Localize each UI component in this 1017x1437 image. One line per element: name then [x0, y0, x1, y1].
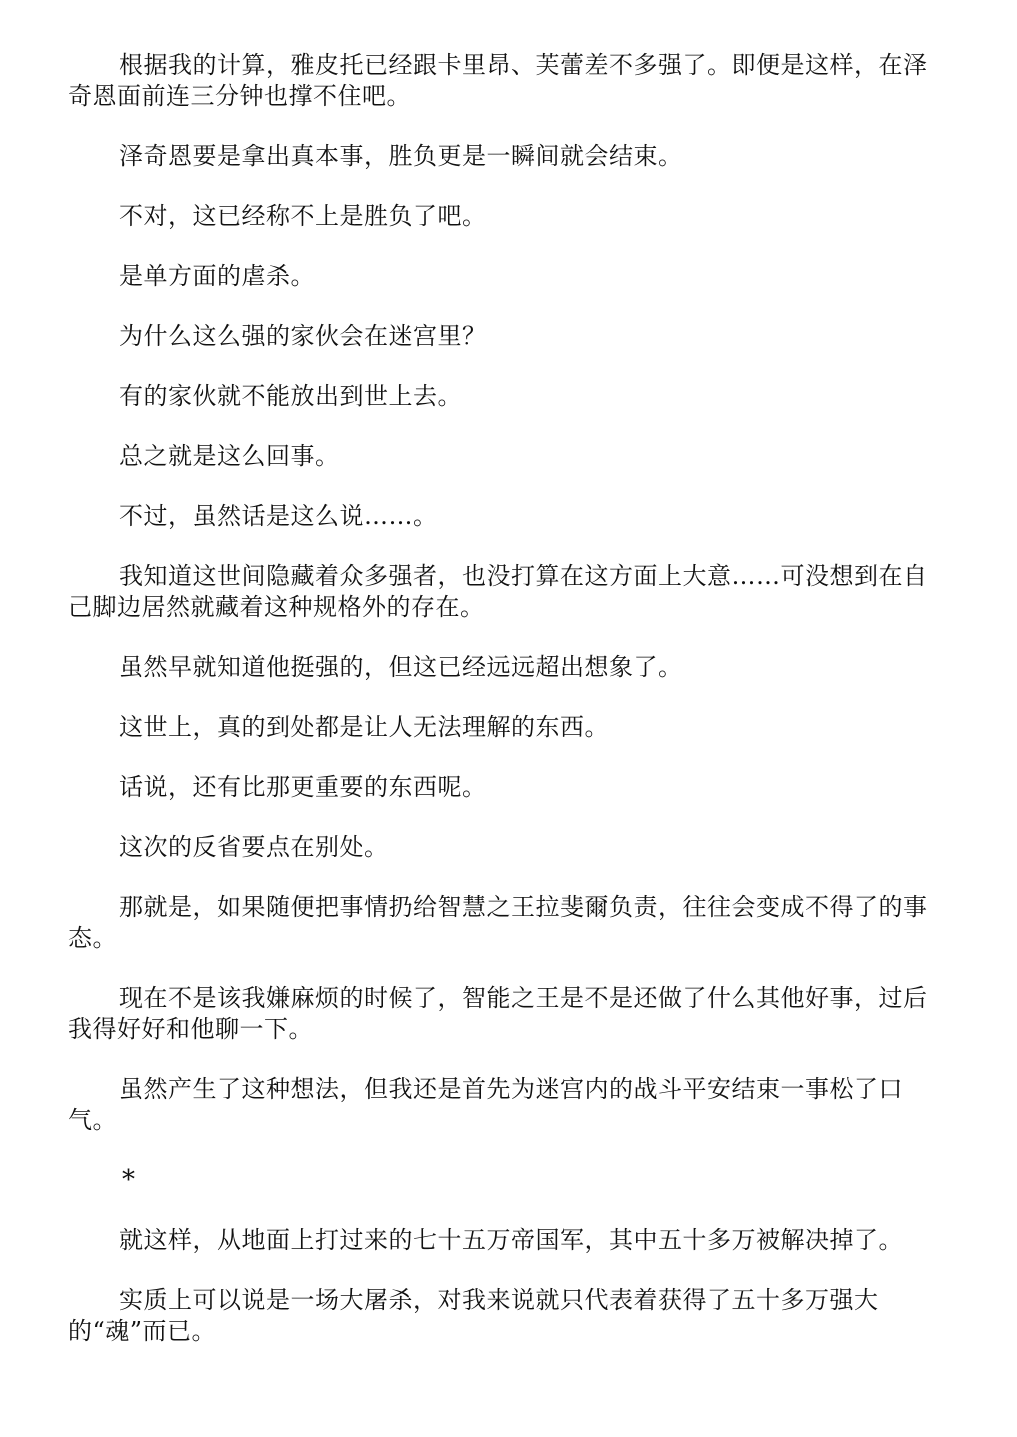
paragraph: 虽然早就知道他挺强的，但这已经远远超出想象了。 — [119, 653, 683, 681]
paragraph: 我知道这世间隐藏着众多强者，也没打算在这方面上大意……可没想到在自己脚边居然就藏着这种规格外的存在。 — [68, 562, 928, 621]
paragraph: 泽奇恩要是拿出真本事，胜负更是一瞬间就会结束。 — [119, 142, 683, 170]
paragraph: 这次的反省要点在别处。 — [119, 833, 389, 861]
paragraph: 话说，还有比那更重要的东西呢。 — [119, 773, 487, 801]
section-separator: * — [122, 1165, 135, 1195]
paragraph: 那就是，如果随便把事情扔给智慧之王拉斐爾负责，往往会变成不得了的事态。 — [68, 893, 928, 952]
paragraph: 不过，虽然话是这么说……。 — [119, 502, 438, 530]
paragraph: 为什么这么强的家伙会在迷宫里？ — [119, 322, 487, 350]
document-page — [68, 50, 938, 1376]
paragraph: 这世上，真的到处都是让人无法理解的东西。 — [119, 713, 609, 741]
paragraph: 现在不是该我嫌麻烦的时候了，智能之王是不是还做了什么其他好事，过后我得好好和他聊一下。 — [68, 984, 928, 1043]
paragraph: 总之就是这么回事。 — [119, 442, 340, 470]
paragraph: 就这样，从地面上打过来的七十五万帝国军，其中五十多万被解决掉了。 — [119, 1226, 903, 1254]
paragraph: 实质上可以说是一场大屠杀，对我来说就只代表着获得了五十多万强大的“魂”而已。 — [68, 1286, 879, 1345]
paragraph: 不对，这已经称不上是胜负了吧。 — [119, 202, 487, 230]
paragraph: 有的家伙就不能放出到世上去。 — [119, 382, 462, 410]
paragraph: 虽然产生了这种想法，但我还是首先为迷宫内的战斗平安结束一事松了口气。 — [68, 1075, 903, 1134]
paragraph: 是单方面的虐杀。 — [119, 262, 315, 290]
paragraph: 根据我的计算，雅皮托已经跟卡里昂、芙蕾差不多强了。即便是这样，在泽奇恩面前连三分钟也撑不住吧。 — [68, 51, 928, 110]
